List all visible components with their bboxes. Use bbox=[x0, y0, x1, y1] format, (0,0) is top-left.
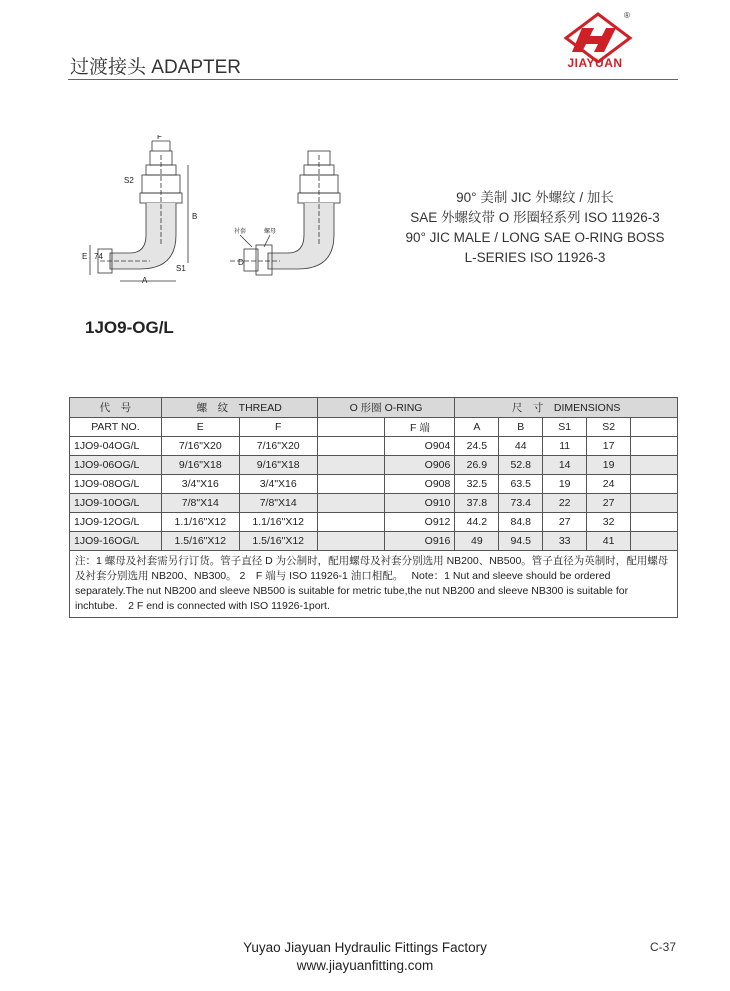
header-divider bbox=[68, 79, 678, 80]
cell-oring: O916 bbox=[385, 532, 455, 551]
header-blank bbox=[317, 418, 385, 437]
cell-a: 49 bbox=[455, 532, 499, 551]
table-row bbox=[70, 456, 678, 475]
label-nut: 螺母 bbox=[264, 229, 277, 235]
cell-b: 73.4 bbox=[499, 494, 543, 513]
table-row bbox=[70, 513, 678, 532]
cell-part: 1JO9-10OG/L bbox=[70, 494, 162, 513]
description-line-3: 90° JIC MALE / LONG SAE O-RING BOSS bbox=[405, 230, 665, 245]
model-number: 1JO9-OG/L bbox=[85, 318, 174, 337]
cell-s2: 19 bbox=[587, 456, 631, 475]
dim-label-B: B bbox=[192, 212, 198, 221]
cell-part: 1JO9-06OG/L bbox=[70, 456, 162, 475]
cell-a: 37.8 bbox=[455, 494, 499, 513]
cell-s1: 19 bbox=[543, 475, 587, 494]
cell-oring: O906 bbox=[385, 456, 455, 475]
cell-oring: O910 bbox=[385, 494, 455, 513]
header-f: F bbox=[239, 418, 317, 437]
spec-table bbox=[69, 397, 678, 618]
cell-s2: 32 bbox=[587, 513, 631, 532]
header-e: E bbox=[161, 418, 239, 437]
cell-extra bbox=[631, 475, 678, 494]
cell-extra bbox=[631, 494, 678, 513]
header-thread: 螺 纹 THREAD bbox=[161, 398, 317, 418]
cell-part: 1JO9-08OG/L bbox=[70, 475, 162, 494]
table-row bbox=[70, 494, 678, 513]
table-row bbox=[70, 437, 678, 456]
cell-part: 1JO9-16OG/L bbox=[70, 532, 162, 551]
cell-blank bbox=[317, 437, 385, 456]
cell-e: 1.5/16"X12 bbox=[161, 532, 239, 551]
cell-e: 7/8"X14 bbox=[161, 494, 239, 513]
table-header-row-2 bbox=[70, 418, 678, 437]
cell-oring: O904 bbox=[385, 437, 455, 456]
header-f-end: F 端 bbox=[385, 418, 455, 437]
cell-part: 1JO9-04OG/L bbox=[70, 437, 162, 456]
cell-blank bbox=[317, 513, 385, 532]
cell-extra bbox=[631, 456, 678, 475]
cell-a: 44.2 bbox=[455, 513, 499, 532]
footer-factory-name: Yuyao Jiayuan Hydraulic Fittings Factory bbox=[243, 940, 487, 955]
cell-blank bbox=[317, 475, 385, 494]
dim-label-74: 74 bbox=[94, 252, 103, 261]
cell-b: 52.8 bbox=[499, 456, 543, 475]
cell-f: 7/16"X20 bbox=[239, 437, 317, 456]
cell-b: 44 bbox=[499, 437, 543, 456]
cell-b: 94.5 bbox=[499, 532, 543, 551]
cell-a: 32.5 bbox=[455, 475, 499, 494]
cell-s1: 14 bbox=[543, 456, 587, 475]
cell-a: 24.5 bbox=[455, 437, 499, 456]
footer-url: www.jiayuanfitting.com bbox=[296, 958, 434, 973]
header-dimensions: 尺 寸 DIMENSIONS bbox=[455, 398, 678, 418]
table-header-row-1 bbox=[70, 398, 678, 418]
cell-s1: 27 bbox=[543, 513, 587, 532]
cell-b: 63.5 bbox=[499, 475, 543, 494]
dim-label-F: F bbox=[157, 135, 162, 141]
header-s1: S1 bbox=[543, 418, 587, 437]
header-b: B bbox=[499, 418, 543, 437]
cell-s1: 11 bbox=[543, 437, 587, 456]
table-row bbox=[70, 475, 678, 494]
cell-e: 1.1/16"X12 bbox=[161, 513, 239, 532]
dim-label-A: A bbox=[142, 276, 148, 285]
description-line-4: L-SERIES ISO 11926-3 bbox=[464, 250, 606, 265]
cell-f: 1.1/16"X12 bbox=[239, 513, 317, 532]
dim-label-D: D bbox=[238, 258, 244, 267]
description-line-1: 90° 美制 JIC 外螺纹 / 加长 bbox=[456, 190, 614, 205]
cell-blank bbox=[317, 494, 385, 513]
cell-part: 1JO9-12OG/L bbox=[70, 513, 162, 532]
product-description bbox=[385, 188, 685, 268]
registered-mark: ® bbox=[624, 11, 630, 20]
table-row bbox=[70, 532, 678, 551]
cell-s2: 17 bbox=[587, 437, 631, 456]
dim-label-S2: S2 bbox=[124, 176, 134, 185]
cell-oring: O908 bbox=[385, 475, 455, 494]
cell-extra bbox=[631, 437, 678, 456]
cell-e: 3/4"X16 bbox=[161, 475, 239, 494]
cell-s2: 24 bbox=[587, 475, 631, 494]
cell-s2: 41 bbox=[587, 532, 631, 551]
header-code: 代 号 bbox=[70, 398, 162, 418]
cell-s1: 22 bbox=[543, 494, 587, 513]
header-part-no: PART NO. bbox=[70, 418, 162, 437]
cell-extra bbox=[631, 513, 678, 532]
cell-f: 7/8"X14 bbox=[239, 494, 317, 513]
dim-label-S1: S1 bbox=[176, 264, 186, 273]
header-oring: O 形圈 O-RING bbox=[317, 398, 455, 418]
table-note: 注：1 螺母及衬套需另行订货。管子直径 D 为公制时，配用螺母及衬套分别选用 NB200、NB500。管子直径为英制时，配用螺母及衬套分别选用 NB200、NB300。 2 F 端与 ISO 11926-1 油口相配。 Note：1 Nut and sleeve should be ordered separately.The nut NB200 and sleeve NB500 is suitable for metric tube,the nut NB200 and sleeve NB300 is suitable for inchtube. 2 F end is connected with ISO 11926-1port. bbox=[70, 551, 678, 618]
page-title: 过渡接头 ADAPTER bbox=[70, 57, 242, 78]
cell-a: 26.9 bbox=[455, 456, 499, 475]
fitting-drawings bbox=[80, 135, 380, 285]
cell-e: 7/16"X20 bbox=[161, 437, 239, 456]
cell-oring: O912 bbox=[385, 513, 455, 532]
header-s2: S2 bbox=[587, 418, 631, 437]
label-sleeve: 衬套 bbox=[234, 229, 247, 235]
cell-extra bbox=[631, 532, 678, 551]
cell-blank bbox=[317, 532, 385, 551]
cell-f: 3/4"X16 bbox=[239, 475, 317, 494]
cell-e: 9/16"X18 bbox=[161, 456, 239, 475]
header-a: A bbox=[455, 418, 499, 437]
page-number: C-37 bbox=[650, 940, 677, 954]
logo-text: JIAYUAN bbox=[567, 56, 623, 70]
table-note-row bbox=[70, 551, 678, 618]
cell-s2: 27 bbox=[587, 494, 631, 513]
description-line-2: SAE 外螺纹带 O 形圈轻系列 ISO 11926-3 bbox=[410, 210, 660, 225]
cell-f: 1.5/16"X12 bbox=[239, 532, 317, 551]
cell-f: 9/16"X18 bbox=[239, 456, 317, 475]
header-extra bbox=[631, 418, 678, 437]
cell-blank bbox=[317, 456, 385, 475]
cell-b: 84.8 bbox=[499, 513, 543, 532]
cell-s1: 33 bbox=[543, 532, 587, 551]
dim-label-E: E bbox=[82, 252, 88, 261]
